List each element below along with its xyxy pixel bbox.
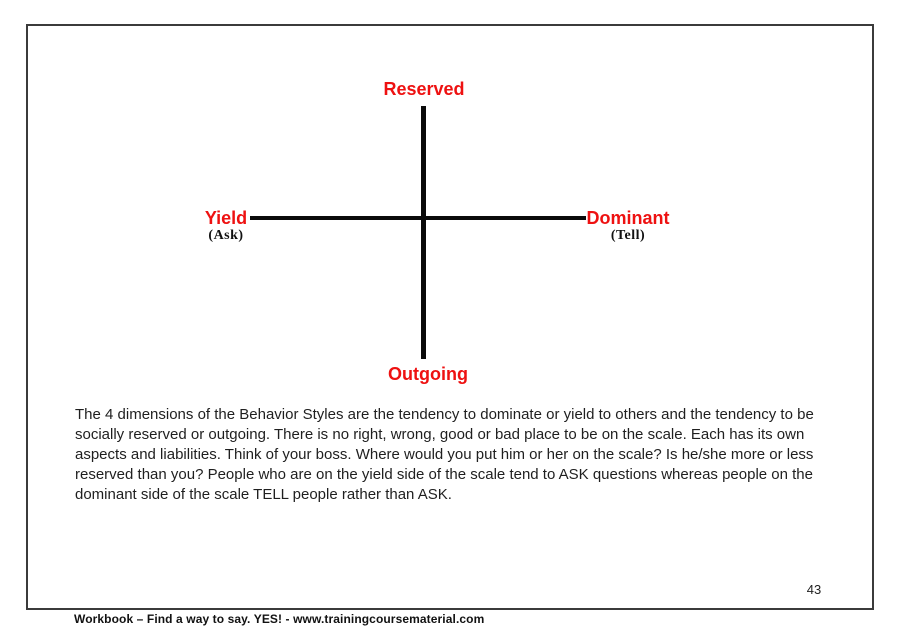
pole-label-reserved: Reserved xyxy=(383,79,465,99)
pole-label-yield: Yield xyxy=(204,208,248,228)
body-paragraph: The 4 dimensions of the Behavior Styles are the tendency to dominate or yield to others and the tendency to be socially reserved or outgoing. There is no right, wrong, good or bad place to be on the scale. Each has its own aspects and liabilities. Think of your boss. Where would you put him or her on the scale? Is he/she more or less reserved than you? People who are on the yield side of the scale tend to ASK questions whereas people on the dominant side of the scale TELL people rather than ASK. xyxy=(75,406,814,503)
pole-sublabel-tell: (Tell) xyxy=(610,228,646,243)
horizontal-axis-line xyxy=(250,216,586,220)
pole-sublabel-ask: (Ask) xyxy=(208,228,244,243)
pole-label-outgoing: Outgoing xyxy=(388,364,468,384)
page-number: 43 xyxy=(806,582,822,597)
pole-group-yield xyxy=(205,208,247,244)
pole-group-dominant xyxy=(587,208,670,244)
vertical-axis-line xyxy=(421,106,426,359)
page-border xyxy=(26,24,874,610)
pole-label-dominant: Dominant xyxy=(586,208,670,228)
footer-text: Workbook – Find a way to say. YES! - www.trainingcoursematerial.com xyxy=(74,612,485,626)
